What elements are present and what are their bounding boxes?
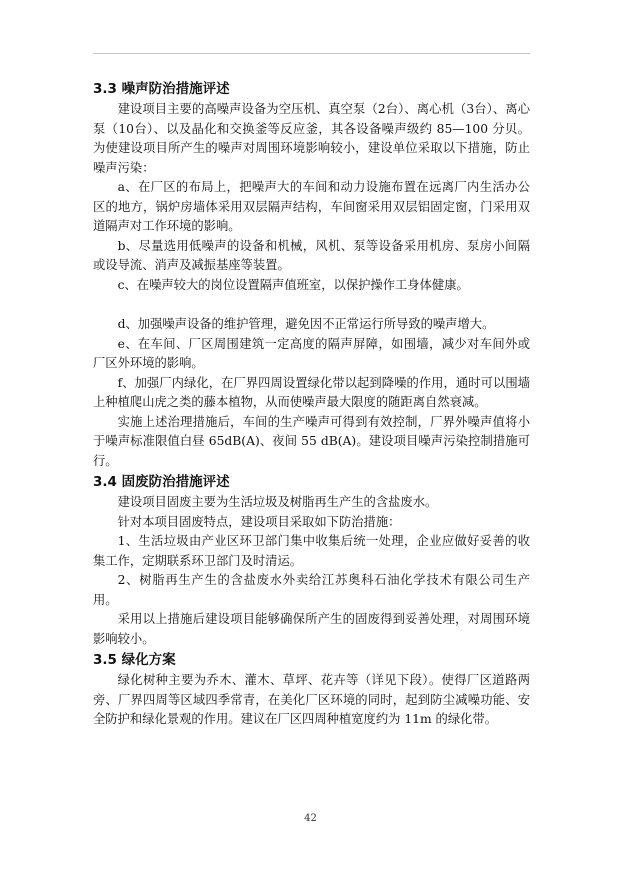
paragraph: f、加强厂内绿化，在厂界四周设置绿化带以起到降噪的作用，通时可以围墙上种植爬山虎之类的藤本植物，从而使噪声最大限度的随距离自然衰减。 <box>93 375 530 409</box>
paragraph: b、尽量选用低噪声的设备和机械，风机、泵等设备采用机房、泵房小间隔或设导流、消声及减振基座等装置。 <box>93 238 530 272</box>
blank-line <box>93 295 530 315</box>
paragraph: 采用以上措施后建设项目能够确保所产生的固废得到妥善处理，对周围环境影响较小。 <box>93 612 530 646</box>
paragraph: 建设项目固废主要为生活垃圾及树脂再生产生的含盐废水。 <box>117 495 438 509</box>
paragraph: 绿化树种主要为乔木、灌木、草坪、花卉等（详见下段）。使得厂区道路两旁、厂界四周等区域四季常青，在美化厂区环境的同时，起到防尘减噪功能、安全防护和绿化景观的作用。建议在厂区四周种植宽度约为 11m 的绿化带。 <box>93 673 530 726</box>
paragraph: 1、生活垃圾由产业区环卫部门集中收集后统一处理，企业应做好妥善的收集工作，定期联系环卫部门及时清运。 <box>93 534 530 568</box>
section-heading-solid-waste: 3.4 固废防治措施评述 <box>93 474 230 490</box>
paragraph: 实施上述治理措施后，车间的生产噪声可得到有效控制，厂界外噪声值将小于噪声标准限值白昼 65dB(A)、夜间 55 dB(A)。建设项目噪声污染控制措施可行。 <box>93 414 530 468</box>
section-heading-noise: 3.3 噪声防治措施评述 <box>93 81 230 97</box>
paragraph: 针对本项目固废特点，建设项目采取如下防治措施： <box>117 514 401 529</box>
page-number: 42 <box>304 813 317 824</box>
section-heading-greening: 3.5 绿化方案 <box>93 652 176 668</box>
paragraph: a、在厂区的布局上，把噪声大的车间和动力设施布置在远离厂内生活办公区的地方，锅炉房墙体采用双层隔声结构，车间窗采用双层铝固定窗，门采用双道隔声对工作环境的影响。 <box>93 180 530 233</box>
paragraph: c、在噪声较大的岗位设置隔声值班室，以保护操作工身体健康。 <box>117 277 469 292</box>
paragraph: 建设项目主要的高噪声设备为空压机、真空泵（2台）、离心机（3台）、离心泵（10台）、以及晶化和交换釜等反应釜，其各设备噪声级约 85—100 分贝。为使建设项目所产生的噪声对周围环境影响较小，建设单位采取以下措施，防止噪声污染： <box>93 102 530 175</box>
paragraph: e、在车间、厂区周围建筑一定高度的隔声屏障，如围墙，减少对车间外或厂区外环境的影响。 <box>93 336 530 370</box>
paragraph: 2、树脂再生产生的含盐废水外卖给江苏奥科石油化学技术有限公司生产用。 <box>93 573 530 607</box>
paragraph: d、加强噪声设备的维护管理，避免因不正常运行所导致的噪声增大。 <box>117 317 495 331</box>
document-body <box>93 72 530 730</box>
header-rule <box>93 53 530 54</box>
